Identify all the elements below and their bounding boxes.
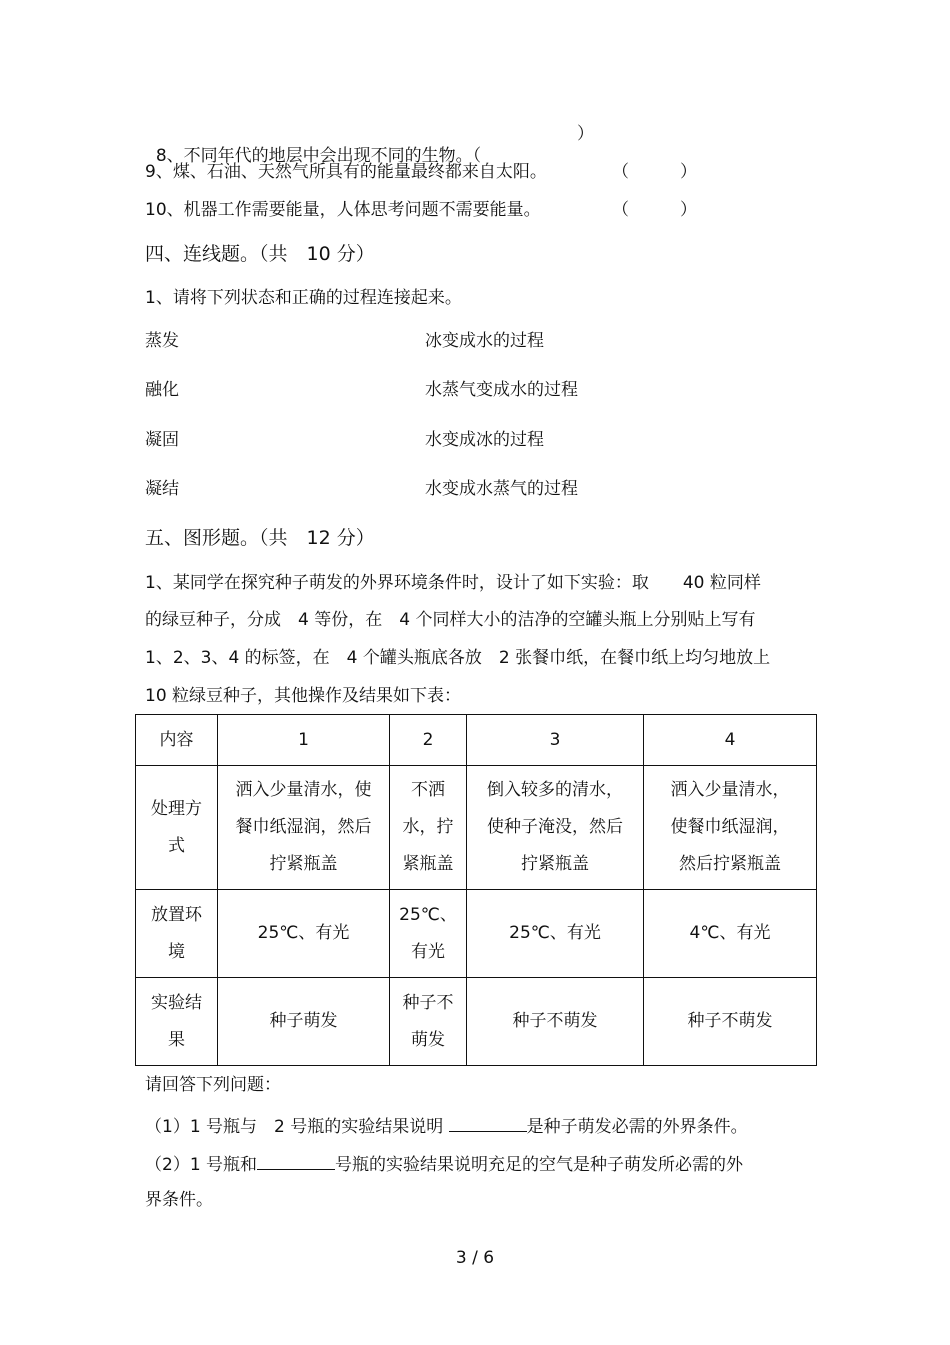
- table-cell: 洒入少量清水，使 餐巾纸湿润，然后 拧紧瓶盖: [218, 766, 390, 890]
- section-4-question: 1、请将下列状态和正确的过程连接起来。: [145, 288, 462, 308]
- tf-item-9: 9、煤、石油、天然气所具有的能量最终都来自太阳。: [145, 162, 547, 182]
- table-cell: 种子不 萌发: [390, 978, 467, 1066]
- row-label: 放置环 境: [136, 890, 218, 978]
- answer-blank-1[interactable]: [449, 1113, 527, 1132]
- table-header-cell: 1: [218, 715, 390, 766]
- tf-item-9-close-paren: ）: [680, 162, 697, 182]
- table-cell: 25℃、 有光: [390, 890, 467, 978]
- row-label: 实验结 果: [136, 978, 218, 1066]
- table-cell: 洒入少量清水， 使餐巾纸湿润， 然后拧紧瓶盖: [644, 766, 817, 890]
- match-right-2: 水蒸气变成水的过程: [425, 380, 578, 400]
- table-cell: 25℃、有光: [467, 890, 644, 978]
- section-5-intro-2: 的绿豆种子，分成 4 等份，在 4 个同样大小的洁净的空罐头瓶上分别贴上写有: [145, 610, 756, 630]
- question-1: （1）1 号瓶与 2 号瓶的实验结果说明 是种子萌发必需的外界条件。: [145, 1113, 748, 1138]
- answer-blank-2[interactable]: [257, 1151, 335, 1170]
- row-label: 处理方 式: [136, 766, 218, 890]
- questions-prompt: 请回答下列问题：: [145, 1075, 281, 1095]
- table-header-cell: 2: [390, 715, 467, 766]
- table-row-environment: [136, 890, 817, 978]
- table-cell: 种子不萌发: [467, 978, 644, 1066]
- match-right-1: 冰变成水的过程: [425, 331, 544, 351]
- tf-item-10: 10、机器工作需要能量，人体思考问题不需要能量。: [145, 200, 541, 220]
- tf-item-8-close-paren: ）: [577, 124, 594, 144]
- section-5-title: 五、图形题。（共 12 分）: [145, 527, 375, 549]
- table-header-row: [136, 715, 817, 766]
- section-5-intro-4: 10 粒绿豆种子，其他操作及结果如下表：: [145, 686, 462, 706]
- table-row-treatment: [136, 766, 817, 890]
- table-header-cell: 内容: [136, 715, 218, 766]
- table-header-cell: 3: [467, 715, 644, 766]
- table-cell: 4℃、有光: [644, 890, 817, 978]
- question-2: （2）1 号瓶和 号瓶的实验结果说明充足的空气是种子萌发所必需的外: [145, 1151, 743, 1176]
- tf-item-10-close-paren: ）: [680, 200, 697, 220]
- tf-item-8-text: 8、不同年代的地层中会出现不同的生物。（: [155, 146, 482, 166]
- section-5-intro-1: 1、某同学在探究种子萌发的外界环境条件时，设计了如下实验：取 40 粒同样: [145, 573, 761, 593]
- match-right-4: 水变成水蒸气的过程: [425, 479, 578, 499]
- table-cell: 倒入较多的清水， 使种子淹没，然后 拧紧瓶盖: [467, 766, 644, 890]
- table-cell: 种子不萌发: [644, 978, 817, 1066]
- table-header-cell: 4: [644, 715, 817, 766]
- match-left-1: 蒸发: [145, 331, 179, 351]
- experiment-table: [135, 714, 817, 1066]
- table-cell: 种子萌发: [218, 978, 390, 1066]
- page-number: 3 / 6: [455, 1248, 495, 1268]
- match-left-2: 融化: [145, 380, 179, 400]
- section-4-title: 四、连线题。（共 10 分）: [145, 243, 375, 265]
- tf-item-9-open-paren: （: [612, 162, 629, 182]
- match-right-3: 水变成冰的过程: [425, 430, 544, 450]
- match-left-4: 凝结: [145, 479, 179, 499]
- question-2-cont: 界条件。: [145, 1190, 213, 1210]
- match-left-3: 凝固: [145, 430, 179, 450]
- tf-item-10-open-paren: （: [612, 200, 629, 220]
- section-5-intro-3: 1、2、3、4 的标签，在 4 个罐头瓶底各放 2 张餐巾纸，在餐巾纸上均匀地放上: [145, 648, 771, 668]
- table-cell: 25℃、有光: [218, 890, 390, 978]
- table-cell: 不洒 水，拧 紧瓶盖: [390, 766, 467, 890]
- table-row-result: [136, 978, 817, 1066]
